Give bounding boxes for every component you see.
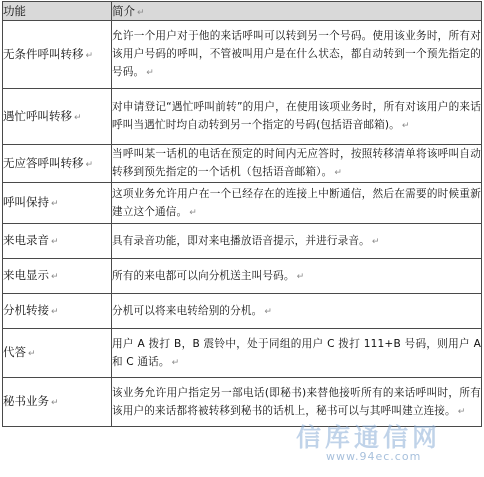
return-mark: ↵ [85,159,94,170]
feature-table [2,1,482,427]
header-function-label: 功能 [3,4,26,18]
function-description: 对申请登记“遇忙呼叫前转”的用户，在使用该项业务时，所有对该用户的来话呼叫当遇忙时均自动转到另一个指定的号码(包括语音邮箱)。 [112,101,481,131]
table-header-row [3,2,482,21]
function-cell [3,183,112,224]
function-cell [3,259,112,294]
watermark-logo: 信库通信网 [296,423,442,452]
description-cell [112,224,482,259]
return-mark: ↵ [146,68,154,78]
table-row [3,378,482,427]
return-mark: ↵ [51,199,59,209]
watermark-url: www.94ec.com [326,450,422,463]
return-mark: ↵ [457,406,466,417]
function-name: 来电显示 [3,268,49,282]
function-name: 呼叫保持 [3,195,49,209]
description-cell [112,145,482,183]
header-description [112,2,482,21]
description-cell [112,378,482,427]
function-cell [3,378,112,427]
function-name: 来电录音 [3,233,49,247]
table-row [3,259,482,294]
function-cell [3,89,112,145]
function-description: 具有录音功能，即对来电播放语音提示，并进行录音。 [112,234,370,247]
function-name: 无应答呼叫转移 [3,155,84,170]
function-description: 当呼叫某一话机的电话在预定的时间内无应答时，按照转移清单将该呼叫自动转移到预先指定的一个话机（包括语音邮箱）。 [112,148,481,178]
function-cell [3,21,112,89]
function-description: 允许一个用户对于他的来话呼叫可以转到另一个号码。使用该业务时，所有对该用户号码的呼叫，不管被叫用户是在什么状态，都自动转到一个预先指定的号码。 [112,30,481,78]
function-name: 遇忙呼叫转移 [3,108,72,123]
table-row [3,329,482,378]
description-cell [112,294,482,329]
return-mark: ↵ [137,8,145,18]
return-mark: ↵ [28,349,36,359]
function-description: 分机可以将来电转给别的分机。 [112,304,263,317]
description-cell [112,259,482,294]
table-row [3,183,482,224]
return-mark: ↵ [401,121,410,131]
return-mark: ↵ [189,207,197,218]
function-name: 分机转接 [3,303,49,317]
return-mark: ↵ [334,168,343,178]
return-mark: ↵ [51,237,59,247]
function-description: 这项业务允许用户在一个已经存在的连接上中断通信，然后在需要的时候重新建立这个通信。 [112,187,481,218]
function-description: 该业务允许用户指定另一部电话(即秘书)来替他接听所有的来话呼叫时，所有该用户的来话都将被转移到秘书的话机上，秘书可以与其呼叫建立连接。 [112,386,481,417]
return-mark: ↵ [264,306,273,317]
table-row [3,89,482,145]
table-row [3,145,482,183]
table-row [3,21,482,89]
function-description: 用户 A 拨打 B，B 震铃中，处于同组的用户 C 拨打 111+B 号码，则用户 A 和 C 通话。 [112,337,481,368]
header-function [3,2,112,21]
return-mark: ↵ [74,112,82,123]
function-cell [3,224,112,259]
function-cell [3,145,112,183]
function-name: 无条件呼叫转移 [3,46,84,61]
function-description: 所有的来电都可以向分机送主叫号码。 [112,269,295,282]
description-cell [112,183,482,224]
table-row [3,224,482,259]
return-mark: ↵ [371,236,380,247]
function-name: 代答 [3,345,26,359]
function-name: 秘书业务 [3,394,49,408]
return-mark: ↵ [51,272,59,282]
description-cell [112,329,482,378]
header-description-label: 简介 [112,4,135,18]
description-cell [112,21,482,89]
return-mark: ↵ [85,50,94,61]
return-mark: ↵ [51,398,59,408]
table-row [3,294,482,329]
return-mark: ↵ [51,307,59,317]
return-mark: ↵ [296,271,305,282]
description-cell [112,89,482,145]
function-cell [3,294,112,329]
function-cell [3,329,112,378]
return-mark: ↵ [171,357,180,368]
